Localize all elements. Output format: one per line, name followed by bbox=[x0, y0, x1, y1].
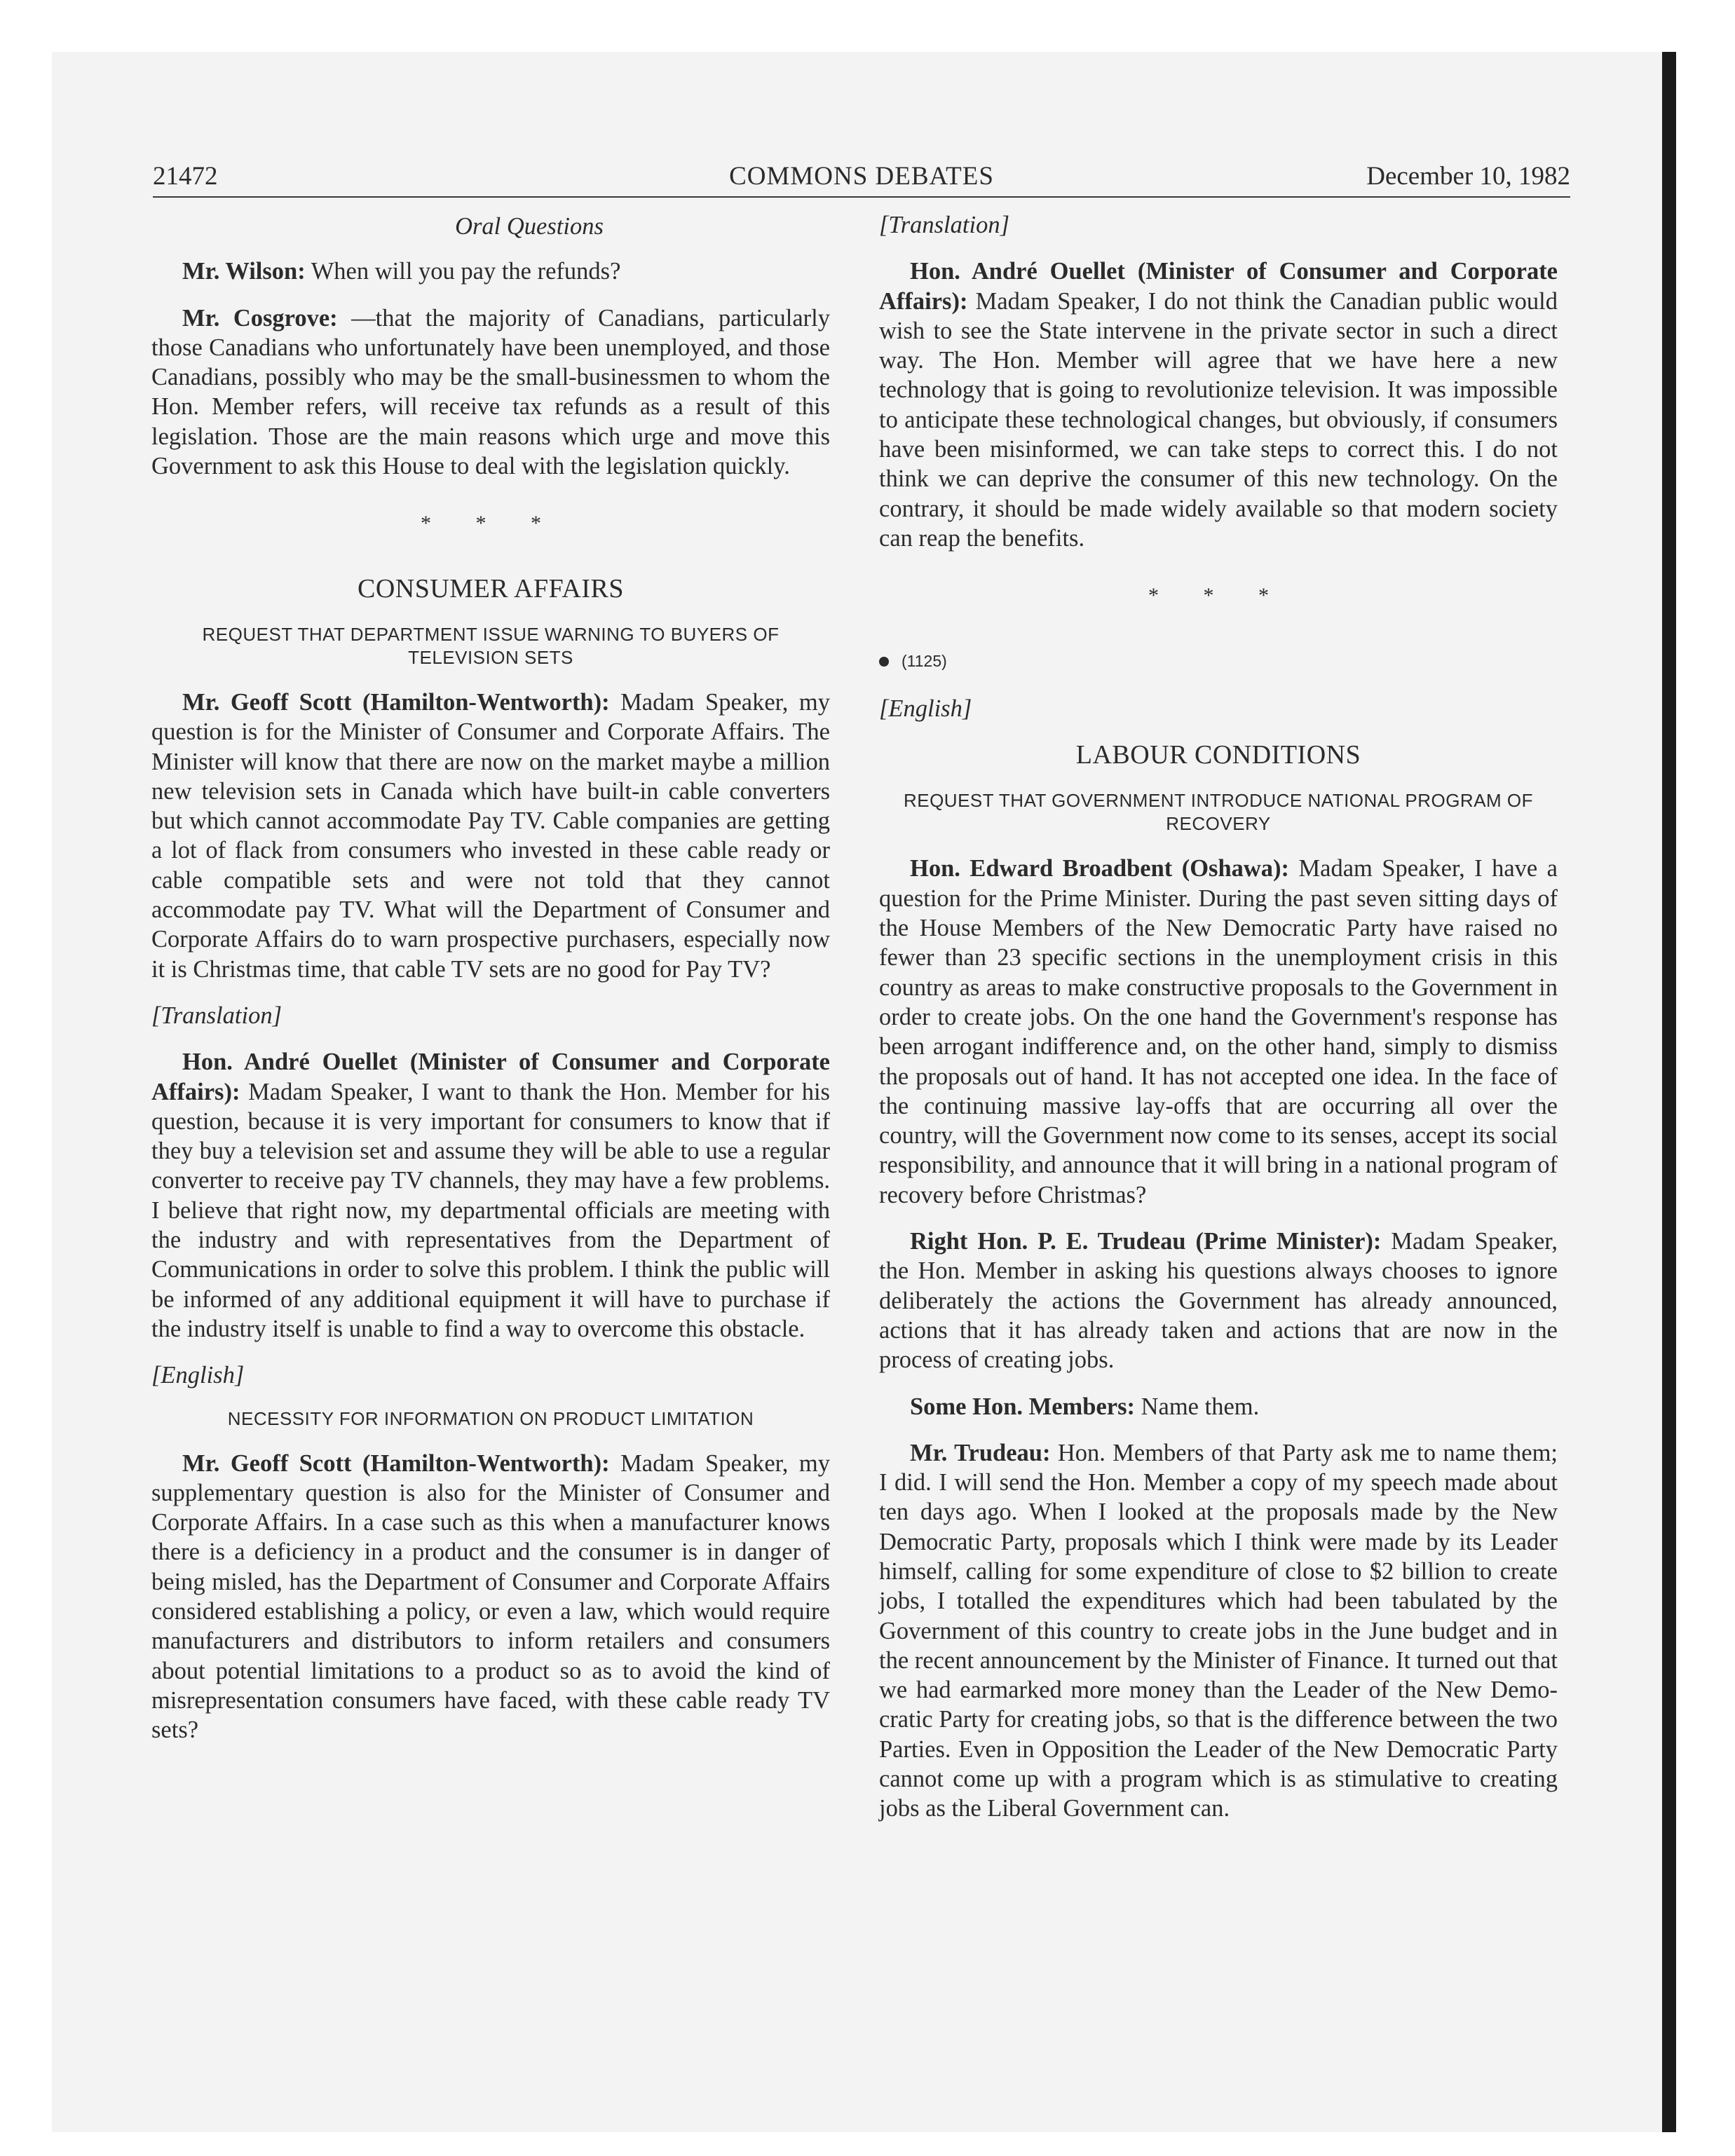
time-marker bbox=[879, 646, 1558, 676]
speech-paragraph bbox=[151, 688, 830, 984]
section-divider: * * * bbox=[421, 512, 561, 535]
speech-text: Madam Speaker, my question is for the Minister of Consumer and Corporate Affairs. The Minister will know that there are now on the market maybe a million new television sets in Canada which have built-in cable converters but which cannot accommodate Pay TV. Cable companies are getting a lot of flack from consumers who invested in these cable ready or cable compatible sets and were not told that they cannot accommodate pay TV. What will the Department of Consumer and Corporate Affairs do to warn prospective purchasers, especially now it is Christmas time, that cable TV sets are no good for Pay TV? bbox=[151, 688, 830, 983]
section-divider: * * * bbox=[1148, 584, 1288, 608]
publication-title: COMMONS DEBATES bbox=[729, 162, 994, 191]
speaker-name: Hon. André Ouellet (Minister of Consumer and Corporate Affairs): bbox=[879, 258, 1558, 315]
speech-text: Madam Speaker, I want to thank the Hon. Member for his question, because it is very important for consumers to know that if they buy a television set and assume they will be able to use a regular converter to receive pay TV channels, they may have a few problems. I believe that right now, my departmental officials are meeting with the industry and with representatives from the Department of Communications in order to solve this problem. I think the public will be informed of any additional equipment it will have to purchase if the industry itself is unable to find a way to overcome this obstacle. bbox=[151, 1078, 830, 1342]
speech-text: Madam Speaker, the Hon. Member in asking his questions always chooses to ignore deliberately the actions the Government has already announced, actions that it has already taken and actions that are now in the process of creating jobs. bbox=[879, 1228, 1558, 1374]
speech-paragraph bbox=[151, 1047, 830, 1344]
language-marker: [English] bbox=[151, 1362, 245, 1389]
speech-text: Hon. Members of that Party ask me to name them; I did. I will send the Hon. Member a copy of my speech made about ten days ago. When I looked at the proposals made by the New Democratic Party, proposals which I think were made by its Leader himself, calling for some expenditure of close to $2 billion to create jobs, I totalled the expenditures which had been tabulated by the Government of this country to create jobs in the June budget and in the recent announcement by the Minister of Finance. It turned out that we had earmarked more money than the Leader of the New Democratic Party for creating jobs, so that is the difference between the two Parties. Even in Opposition the Leader of the New Democratic Party cannot come up with a program which is as stimulative to creating jobs as the Liberal Government can. bbox=[879, 1439, 1558, 1822]
speech-text: Madam Speaker, I do not think the Canadian public would wish to see the State intervene in the private sector in such a direct way. The Hon. Member will agree that we have here a new technology that is going to revolutionize television. It was impossible to anticipate these technological changes, but obviously, if consumers have been misinformed, we can take steps to correct this. I do not think we can deprive the consumer of this new technology. On the contrary, it should be made widely available so that modern society can reap the benefits. bbox=[879, 287, 1558, 552]
speech-paragraph bbox=[879, 1392, 1558, 1421]
page-date: December 10, 1982 bbox=[1366, 162, 1570, 191]
speaker-name: Some Hon. Members: bbox=[910, 1393, 1135, 1420]
left-column bbox=[151, 210, 830, 1761]
speech-paragraph bbox=[879, 1438, 1558, 1824]
speech-text: Madam Speaker, my supplementary question is also for the Minister of Consumer and Corporate Affairs. In a case such as this when a manufacturer knows there is a deficiency in a product and the consumer is in danger of being misled, has the Department of Consumer and Corporate Affairs considered establishing a policy, or even a law, which would require manufacturers and distributors to inform retailers and consumers about potential limitations to a product so as to avoid the kind of misrepresentation consumers have faced, with these cable ready TV sets? bbox=[151, 1449, 830, 1744]
speaker-name: Mr. Geoff Scott (Hamilton-Wentworth): bbox=[182, 688, 610, 716]
speech-paragraph bbox=[879, 1227, 1558, 1374]
time-marker-text: (1125) bbox=[901, 651, 947, 670]
speaker-name: Mr. Wilson: bbox=[182, 258, 306, 285]
language-marker: [Translation] bbox=[151, 1002, 282, 1029]
speech-paragraph bbox=[151, 303, 830, 482]
speech-text: Madam Speaker, I have a question for the Prime Minister. During the past seven sitting days of the House Members of the New Democratic Party have raised no fewer than 23 specific sections in the unemployment crisis in this country as areas to make constructive proposals to the Government in order to create jobs. On the one hand the Government's response has been arrogant indifference and, on the other hand, simply to dismiss the proposals out of hand. It has not accepted one idea. In the face of the continuing massive lay-offs that are occurring all over the country, will the Government now come to its senses, accept its social responsibility, and announce that it will bring in a national program of recovery before Christmas? bbox=[879, 855, 1558, 1208]
subheading: REQUEST THAT GOVERNMENT INTRODUCE NATIONAL PROGRAM OF RECOVERY bbox=[903, 790, 1534, 835]
section-heading: CONSUMER AFFAIRS bbox=[357, 573, 625, 603]
subheading: REQUEST THAT DEPARTMENT ISSUE WARNING TO BUYERS OF TELEVISION SETS bbox=[202, 623, 780, 668]
speech-paragraph bbox=[879, 257, 1558, 553]
bullet-icon bbox=[879, 657, 889, 667]
speaker-name: Mr. Cosgrove: bbox=[182, 304, 338, 332]
speaker-name: Mr. Trudeau: bbox=[910, 1439, 1051, 1466]
section-heading: LABOUR CONDITIONS bbox=[1075, 740, 1361, 770]
speaker-name: Hon. Edward Broadbent (Oshawa): bbox=[910, 855, 1290, 882]
speaker-name: Right Hon. P. E. Trudeau (Prime Minister): bbox=[910, 1228, 1382, 1255]
speech-text: —that the majority of Canadians, particularly those Canadians who unfortunately have been unemployed, and those Canadians, possibly who may be the small-businessmen to whom the Hon. Member refers, will receive tax refunds as a result of this legislation. Those are the main reasons which urge and move this Government to ask this House to deal with the legislation quickly. bbox=[151, 304, 830, 480]
language-marker: [English] bbox=[879, 695, 972, 722]
speech-text: Name them. bbox=[1134, 1393, 1260, 1420]
speaker-name: Mr. Geoff Scott (Hamilton-Wentworth): bbox=[182, 1449, 610, 1477]
right-column bbox=[879, 210, 1558, 1841]
speech-text: When will you pay the refunds? bbox=[305, 258, 621, 285]
binding-edge bbox=[1662, 52, 1676, 2132]
subheading: NECESSITY FOR INFORMATION ON PRODUCT LIMITATION bbox=[227, 1407, 754, 1429]
page-header bbox=[153, 161, 1570, 198]
speech-paragraph bbox=[151, 1449, 830, 1745]
speaker-name: Hon. André Ouellet (Minister of Consumer and Corporate Affairs): bbox=[151, 1049, 830, 1105]
speech-paragraph bbox=[151, 257, 830, 286]
speech-paragraph bbox=[879, 854, 1558, 1210]
language-marker: [Translation] bbox=[879, 212, 1009, 238]
page-number: 21472 bbox=[153, 162, 218, 191]
section-label: Oral Questions bbox=[455, 213, 604, 240]
